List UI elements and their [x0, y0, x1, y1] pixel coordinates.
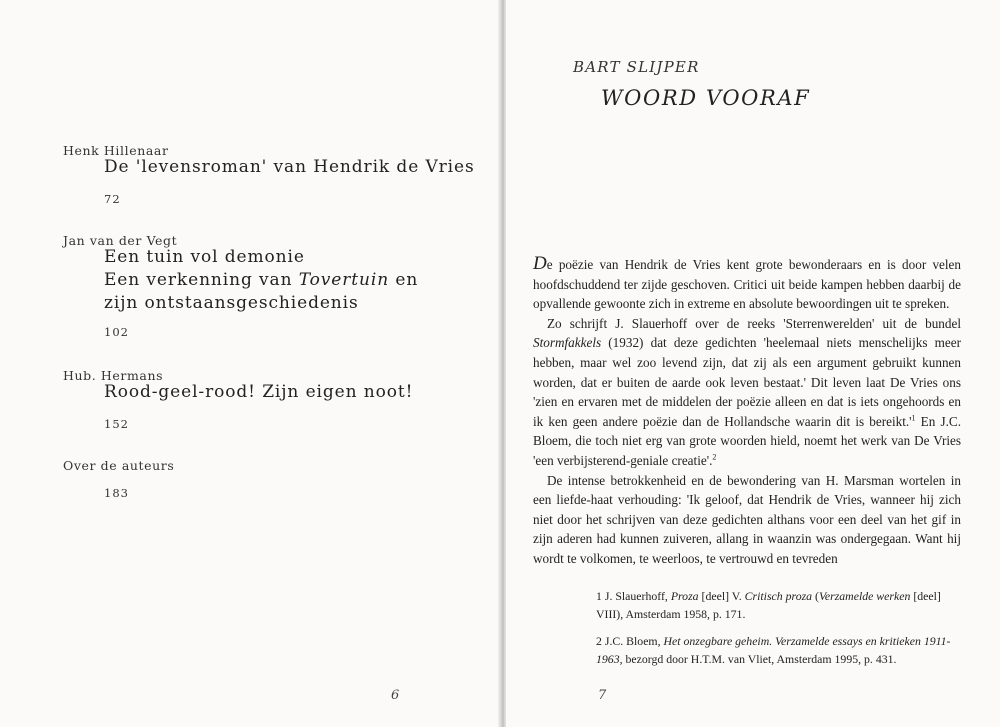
- page-number-left: 6: [391, 688, 400, 703]
- toc-author-hermans: Hub. Hermans: [63, 368, 164, 383]
- chapter-author: BART SLIJPER: [573, 58, 700, 76]
- paragraph-3: De intense betrokkenheid en de bewondering van H. Marsman wortelen in een liefde-haat verhouding: 'Ik geloof, dat Hendrik de Vries, wanneer hij zich niet door het schrijven van deze gedichten althans voor een deel van het gif in zijn aderen had kunnen zuiveren, allang in waanzin was ondergegaan. Want hij wordt te volkomen, te weerloos, te vertrouwd en tevreden: [533, 472, 961, 566]
- footnote-2: 2 J.C. Bloem, Het onzegbare geheim. Verzamelde essays en kritieken 1911-1963, bezorgd door H.T.M. van Vliet, Amsterdam 1995, p. 431.: [596, 634, 951, 666]
- toc-title-van-der-vegt-line1: Een tuin vol demonie: [104, 247, 305, 267]
- footnote-ref-1: 1: [911, 413, 916, 423]
- chapter-title: WOORD VOORAF: [601, 86, 811, 110]
- body-text: [533, 254, 961, 569]
- toc-title-tovertuin: Tovertuin: [298, 270, 390, 290]
- right-page: [506, 0, 1000, 727]
- drop-cap: D: [533, 253, 547, 274]
- footnote-ref-2: 2: [712, 452, 717, 462]
- footnote-1: 1 J. Slauerhoff, Proza [deel] V. Critisch proza (Verzamelde werken [deel] VIII), Amsterdam 1958, p. 171.: [596, 589, 941, 621]
- page-number-right: 7: [598, 688, 607, 703]
- toc-page-over-de-auteurs: 183: [104, 486, 129, 500]
- footnotes: [596, 588, 954, 678]
- toc-page-van-der-vegt: 102: [104, 325, 129, 339]
- toc-title-van-der-vegt-line3: zijn ontstaansgeschiedenis: [104, 293, 359, 313]
- paragraph-2: Zo schrijft J. Slauerhoff over de reeks 'Sterrenwerelden' uit de bundel Stormfakkels (1932) dat deze gedichten 'heelemaal niets menschelijks meer hebben, maar wel zoo levend zijn, dat zij als een argument gebruikt kunnen worden, dat er buiten de aarde ook leven bestaat.' Dit leven laat De Vries ons 'zien en ervaren met de middelen der poëzie alleen en dat is iets ongehoords en ik ken geen andere poëzie dan de Hollandsche waarin dit is $bereikt.'^1$ En J.C. Bloem, die toch niet erg van grote woorden hield, noemt het werk van De Vries 'een verbijsterend-geniale creatie'.$^2$: [533, 315, 961, 468]
- toc-title-hermans: Rood-geel-rood! Zijn eigen noot!: [104, 382, 414, 402]
- toc-page-hermans: 152: [104, 417, 129, 431]
- toc-author-van-der-vegt: Jan van der Vegt: [63, 233, 178, 248]
- toc-author-over-de-auteurs: Over de auteurs: [63, 458, 175, 473]
- toc-page-hillenaar: 72: [104, 192, 121, 206]
- toc-author-hillenaar: Henk Hillenaar: [63, 143, 169, 158]
- toc-title-van-der-vegt-line2: Een verkenning van Tovertuin en: [104, 270, 419, 290]
- toc-title-hillenaar: De 'levensroman' van Hendrik de Vries: [104, 157, 475, 177]
- paragraph-1: De poëzie van Hendrik de Vries kent grote bewonderaars en is door velen hoofdschuddend ter zijde geschoven. Critici uit beide kampen hebben daarbij de opvallende gewoonte zich in extreme en absolute bewoordingen uit te spreken.: [533, 253, 961, 312]
